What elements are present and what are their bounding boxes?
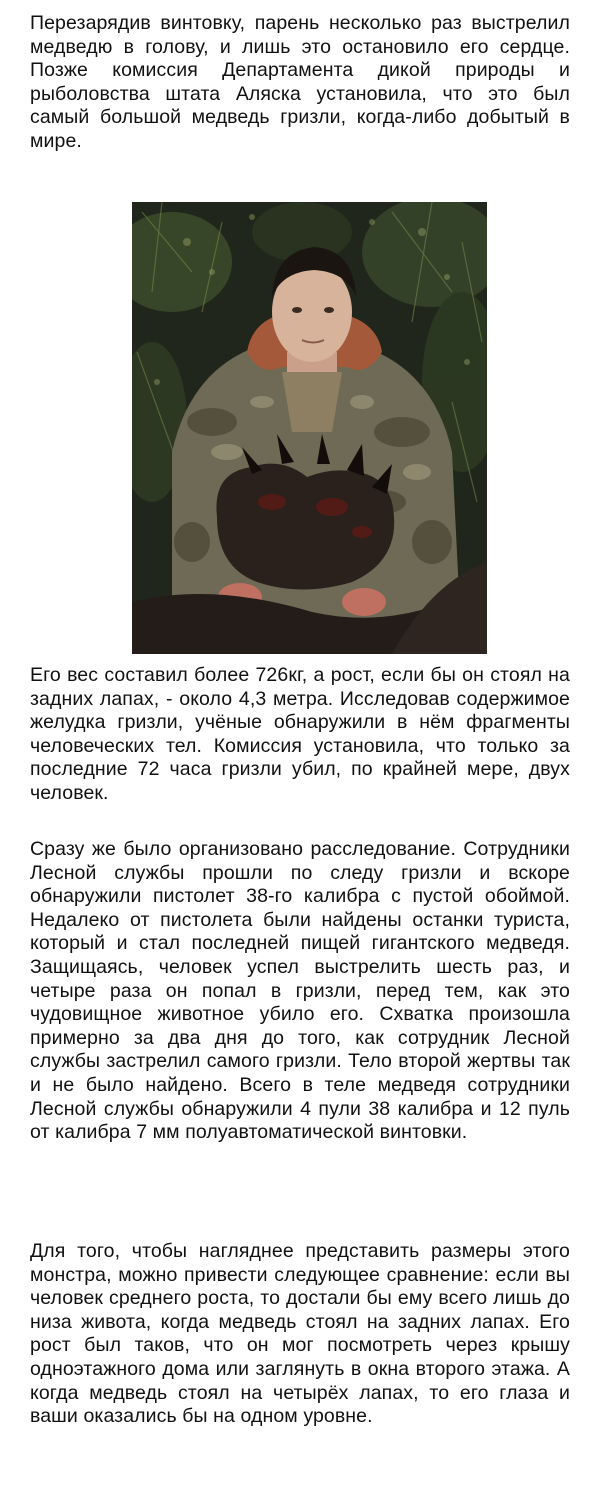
paragraph-investigation: Сразу же было организовано расследование. Сотрудники Лесной службы прошли по следу гризли и вскоре обнаружили пистолет 38-го калибра с пустой обоймой. Недалеко от пистолета были найдены останки туриста, который и стал последней пищей гигантского медведя. Защищаясь, человек успел выстрелить шесть раз, и четыре раза он попал в гризли, перед тем, как это чудовищное животное убило его. Схватка произошла примерно за два дня до того, как сотрудник Лесной службы застрелил самого гризли. Тело второй жертвы так и не было найдено. Всего в теле медведя сотрудники Лесной службы обнаружили 4 пули 38 калибра и 12 пуль от калибра 7 мм полуавтоматической винтовки. (30, 838, 570, 1144)
hunter-with-bear-photo (132, 202, 487, 654)
paragraph-weight: Его вес составил более 726кг, а рост, если бы он стоял на задних лапах, - около 4,3 метра. Исследовав содержимое желудка гризли, учёные обнаружили в нём фрагменты человеческих тел. Комиссия установила, что только за последние 72 часа гризли убил, по крайней мере, двух человек. (30, 664, 570, 804)
paragraph-intro: Перезарядив винтовку, парень несколько раз выстрелил медведю в голову, и лишь это остановило его сердце. Позже комиссия Департамента дикой природы и рыболовства штата Аляска установила, что это был самый большой медведь гризли, когда-либо добытый в мире. (30, 12, 570, 152)
paragraph-comparison: Для того, чтобы нагляднее представить размеры этого монстра, можно привести следующее сравнение: если вы человек среднего роста, то достали бы ему всего лишь до низа живота, когда медведь стоял на задних лапах. Его рост был таков, что он мог посмотреть через крышу одноэтажного дома или заглянуть в окна второго этажа. А когда медведь стоял на четырёх лапах, то его глаза и ваши оказались бы на одном уровне. (30, 1240, 570, 1428)
